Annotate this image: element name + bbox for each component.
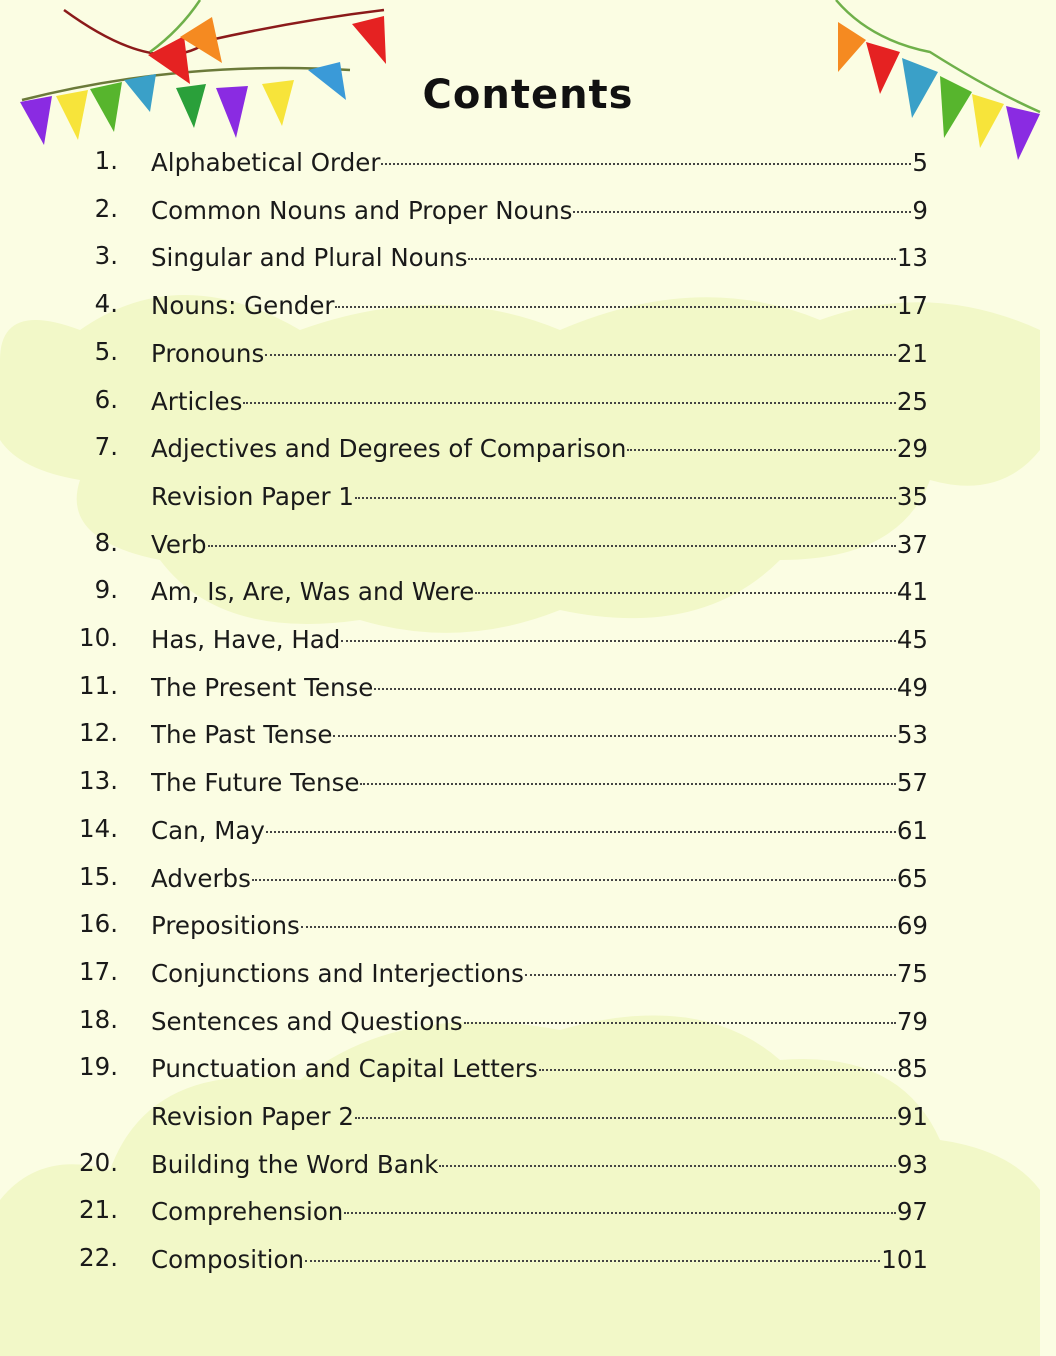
entry-line (151, 1095, 928, 1137)
entry-number: 5. (94, 336, 118, 366)
dot-leader (265, 332, 896, 356)
entry-number: 6. (94, 384, 118, 414)
entry-line (151, 1000, 928, 1042)
entry-line (151, 141, 928, 183)
toc-entry (0, 1047, 1056, 1087)
entry-number: 8. (94, 527, 118, 557)
dot-leader (333, 713, 895, 737)
entry-title: Sentences and Questions (151, 1006, 463, 1036)
dot-leader (335, 284, 895, 308)
entry-number: 7. (94, 432, 118, 462)
entry-page-number: 79 (896, 1006, 928, 1036)
toc-entry (0, 1000, 1056, 1040)
entry-title: The Present Tense (151, 672, 374, 702)
dot-leader (374, 666, 896, 690)
dot-leader (344, 1190, 895, 1214)
entry-title: Common Nouns and Proper Nouns (151, 195, 573, 225)
toc-entry (0, 427, 1056, 467)
entry-line (151, 332, 928, 374)
entry-title: Nouns: Gender (151, 291, 335, 321)
dot-leader (305, 1238, 880, 1262)
entry-line (151, 475, 928, 517)
entry-title: Revision Paper 2 (151, 1102, 354, 1131)
entry-page-number: 13 (896, 243, 928, 273)
entry-page-number: 53 (896, 720, 928, 750)
entry-title: Adjectives and Degrees of Comparison (151, 434, 627, 464)
dot-leader (360, 761, 895, 785)
dot-leader (355, 475, 896, 499)
dot-leader (341, 618, 895, 642)
entry-page-number: 49 (896, 672, 928, 702)
entry-line (151, 618, 928, 660)
entry-title: Can, May (151, 815, 265, 845)
dot-leader (381, 141, 911, 165)
toc-entry (0, 284, 1056, 324)
entry-title: Conjunctions and Interjections (151, 958, 524, 988)
entry-line (151, 570, 928, 612)
entry-page-number: 61 (896, 815, 928, 845)
entry-title: Alphabetical Order (151, 148, 381, 177)
entry-page-number: 75 (896, 958, 928, 988)
entry-number: 16. (79, 909, 118, 939)
entry-page-number: 93 (896, 1149, 928, 1179)
entry-number: 1. (94, 146, 118, 175)
entry-line (151, 1143, 928, 1185)
toc-entry (0, 380, 1056, 420)
entry-number: 21. (79, 1195, 118, 1225)
entry-title: Am, Is, Are, Was and Were (151, 577, 475, 607)
toc-entry (0, 761, 1056, 801)
dot-leader (525, 952, 896, 976)
dot-leader (539, 1047, 896, 1071)
entry-line (151, 284, 928, 326)
entry-title: Articles (151, 386, 243, 416)
toc-entry (0, 475, 1056, 515)
entry-line (151, 857, 928, 899)
toc-entry (0, 1143, 1056, 1183)
entry-title: Has, Have, Had (151, 625, 341, 654)
entry-number: 12. (79, 718, 118, 748)
dot-leader (464, 1000, 896, 1024)
entry-page-number: 35 (896, 481, 928, 511)
dot-leader (627, 427, 895, 451)
entry-line (151, 952, 928, 994)
dot-leader (468, 236, 895, 260)
entry-title: Composition (151, 1245, 305, 1275)
dot-leader (475, 570, 896, 594)
entry-page-number: 65 (896, 863, 928, 893)
entry-page-number: 37 (896, 529, 928, 559)
toc-entry (0, 952, 1056, 992)
dot-leader (266, 809, 896, 833)
entry-page-number: 85 (896, 1054, 928, 1084)
entry-line (151, 189, 928, 231)
entry-number: 4. (94, 289, 118, 319)
entry-number: 10. (79, 623, 118, 652)
toc-entry (0, 570, 1056, 610)
toc-entry (0, 713, 1056, 753)
entry-line (151, 1238, 928, 1280)
entry-number: 18. (79, 1004, 118, 1034)
entry-page-number: 21 (896, 338, 928, 368)
entry-line (151, 1047, 928, 1089)
page-title: Contents (422, 72, 634, 118)
entry-number: 13. (79, 766, 118, 796)
entry-number: 20. (79, 1147, 118, 1177)
dot-leader (573, 189, 911, 213)
entry-title: Prepositions (151, 911, 300, 941)
entry-line (151, 236, 928, 278)
entry-page-number: 97 (896, 1197, 928, 1227)
entry-line (151, 904, 928, 946)
toc-entry (0, 904, 1056, 944)
entry-page-number: 91 (896, 1102, 928, 1131)
entry-number: 14. (79, 813, 118, 843)
toc-entry (0, 189, 1056, 229)
dot-leader (208, 523, 896, 547)
toc-entry (0, 618, 1056, 658)
toc-entry (0, 1095, 1056, 1135)
toc-entry (0, 1190, 1056, 1230)
entry-page-number: 57 (896, 768, 928, 798)
entry-page-number: 9 (912, 195, 928, 225)
toc-entry (0, 857, 1056, 897)
entry-page-number: 29 (896, 434, 928, 464)
entry-number: 2. (94, 193, 118, 223)
entry-line (151, 761, 928, 803)
entry-page-number: 5 (912, 148, 928, 177)
entry-line (151, 380, 928, 422)
entry-title: Pronouns (151, 338, 265, 368)
entry-number: 22. (79, 1243, 118, 1273)
dot-leader (301, 904, 896, 928)
entry-line (151, 809, 928, 851)
entry-number: 3. (94, 241, 118, 271)
toc-entry (0, 332, 1056, 372)
entry-page-number: 69 (896, 911, 928, 941)
entry-line (151, 1190, 928, 1232)
entry-title: Verb (151, 529, 207, 559)
toc-entry (0, 523, 1056, 563)
entry-page-number: 101 (881, 1245, 928, 1275)
entry-page-number: 25 (896, 386, 928, 416)
dot-leader (252, 857, 896, 881)
dot-leader (355, 1095, 896, 1119)
dot-leader (243, 380, 895, 404)
entry-number: 11. (79, 670, 118, 700)
entry-title: The Past Tense (151, 720, 333, 750)
entry-line (151, 666, 928, 708)
entry-number: 17. (79, 956, 118, 986)
entry-line (151, 713, 928, 755)
entry-title: Punctuation and Capital Letters (151, 1054, 538, 1084)
entry-page-number: 45 (896, 625, 928, 654)
entry-title: Revision Paper 1 (151, 481, 354, 511)
entry-title: Comprehension (151, 1197, 344, 1227)
toc-entry (0, 236, 1056, 276)
entry-number: 19. (79, 1052, 118, 1082)
entry-title: Singular and Plural Nouns (151, 243, 468, 273)
dot-leader (439, 1143, 895, 1167)
toc-entry (0, 666, 1056, 706)
entry-line (151, 523, 928, 565)
entry-title: Adverbs (151, 863, 251, 893)
entry-title: The Future Tense (151, 768, 360, 798)
toc-entry (0, 809, 1056, 849)
entry-title: Building the Word Bank (151, 1149, 439, 1179)
toc-entry (0, 1238, 1056, 1278)
entry-number: 15. (79, 861, 118, 891)
entry-page-number: 17 (896, 291, 928, 321)
entry-number: 9. (94, 575, 118, 605)
entry-page-number: 41 (896, 577, 928, 607)
entry-line (151, 427, 928, 469)
toc-entry (0, 141, 1056, 181)
